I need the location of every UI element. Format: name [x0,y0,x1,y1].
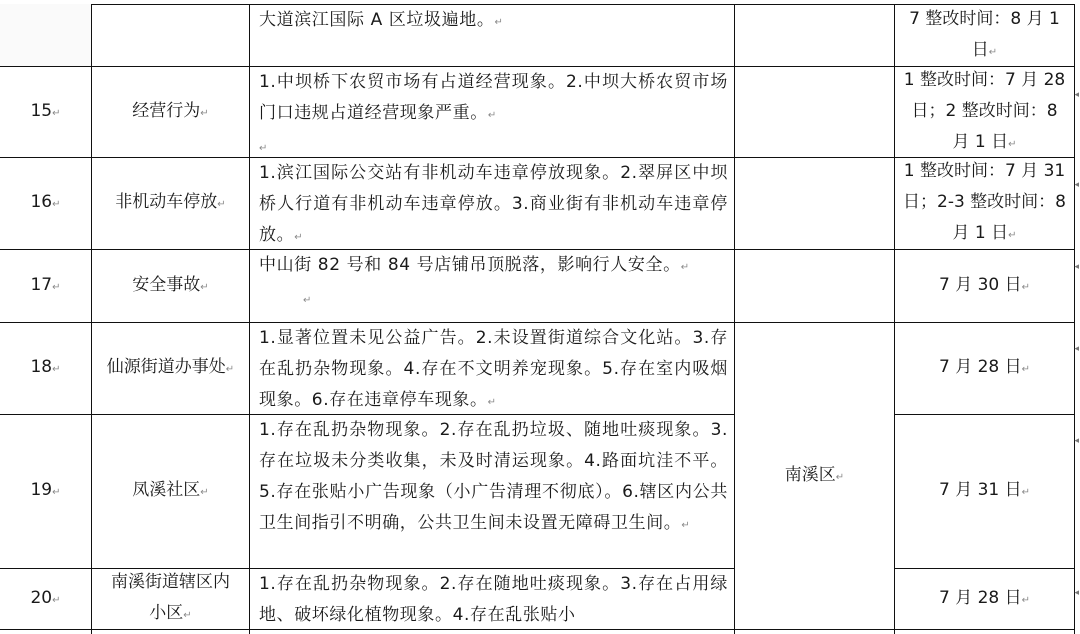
row-number: 15↵ [30,100,61,121]
row-number: 18↵ [30,357,61,377]
problem-cell: 1.滨江国际公交站有非机动车违章停放现象。2.翠屏区中坝桥人行道有非机动车违章停放。3.商业街有非机动车违章停放。↵ [259,163,728,245]
problem-cell: 1.中坝桥下农贸市场有占道经营现象。2.中坝大桥农贸市场门口违规占道经营现象严重。↵ ↵ [259,72,728,154]
deadline-cell: 1 整改时间：7 月 31 日；2-3 整改时间：8 月 1 日↵ [903,161,1066,243]
row-number: 20↵ [30,587,61,608]
item-cell: 凤溪社区↵ [132,480,209,500]
row-number: 16↵ [30,192,61,212]
row-number: 17↵ [30,274,61,295]
row-end-mark: ◂ [1074,588,1079,598]
row-end-mark: ◂ [1074,436,1079,446]
row-end-mark: ◂ [1074,90,1079,100]
deadline-cell: 7 月 28 日↵ [938,587,1031,608]
row-end-mark: ◂ [1074,344,1079,354]
district-cell: 南溪区↵ [784,464,845,485]
deadline-cell: 7 月 30 日↵ [938,274,1031,295]
deadline-cell: 7 月 31 日↵ [938,480,1031,500]
item-cell: 南溪街道辖区内小区↵ [111,572,230,623]
item-cell: 非机动车停放↵ [115,192,226,212]
problem-cell: 1.显著位置未见公益广告。2.未设置街道综合文化站。3.存在乱扔杂物现象。4.存在不文明养宠现象。5.存在室内吸烟现象。6.存在违章停车现象。↵ [259,328,728,410]
deadline-cell: 1 整改时间：7 月 28 日；2 整改时间：8 月 1 日↵ [903,69,1066,152]
empty-merged-cell [0,4,91,66]
item-cell: 经营行为↵ [132,100,209,121]
deadline-cell: 7 整改时间：8 月 1 日↵ [909,8,1060,60]
problem-cell: 1.存在乱扔杂物现象。2.存在乱扔垃圾、随地吐痰现象。3.存在垃圾未分类收集，未及时清运现象。4.路面坑洼不平。5.存在张贴小广告现象（小广告清理不彻底）。6.辖区内公共卫生间指引不明确，公共卫生间未设置无障碍卫生间。↵ [259,420,728,533]
problem-cell: 1.存在乱扔杂物现象。2.存在随地吐痰现象。3.存在占用绿地、破坏绿化植物现象。4.存在乱张贴小 [259,574,728,625]
row-end-mark: ◂ [1074,262,1079,272]
item-cell: 安全事故↵ [132,274,209,295]
row-end-mark: ◂ [1074,180,1079,190]
deadline-cell: 7 月 28 日↵ [938,357,1031,377]
problem-cell: 中山街 82 号和 84 号店铺吊顶脱落，影响行人安全。↵ ↵ [259,255,690,306]
row-number: 19↵ [30,480,61,500]
item-cell: 仙源街道办事处↵ [106,357,235,377]
problem-cell: 大道滨江国际 A 区垃圾遍地。↵ [259,10,504,30]
